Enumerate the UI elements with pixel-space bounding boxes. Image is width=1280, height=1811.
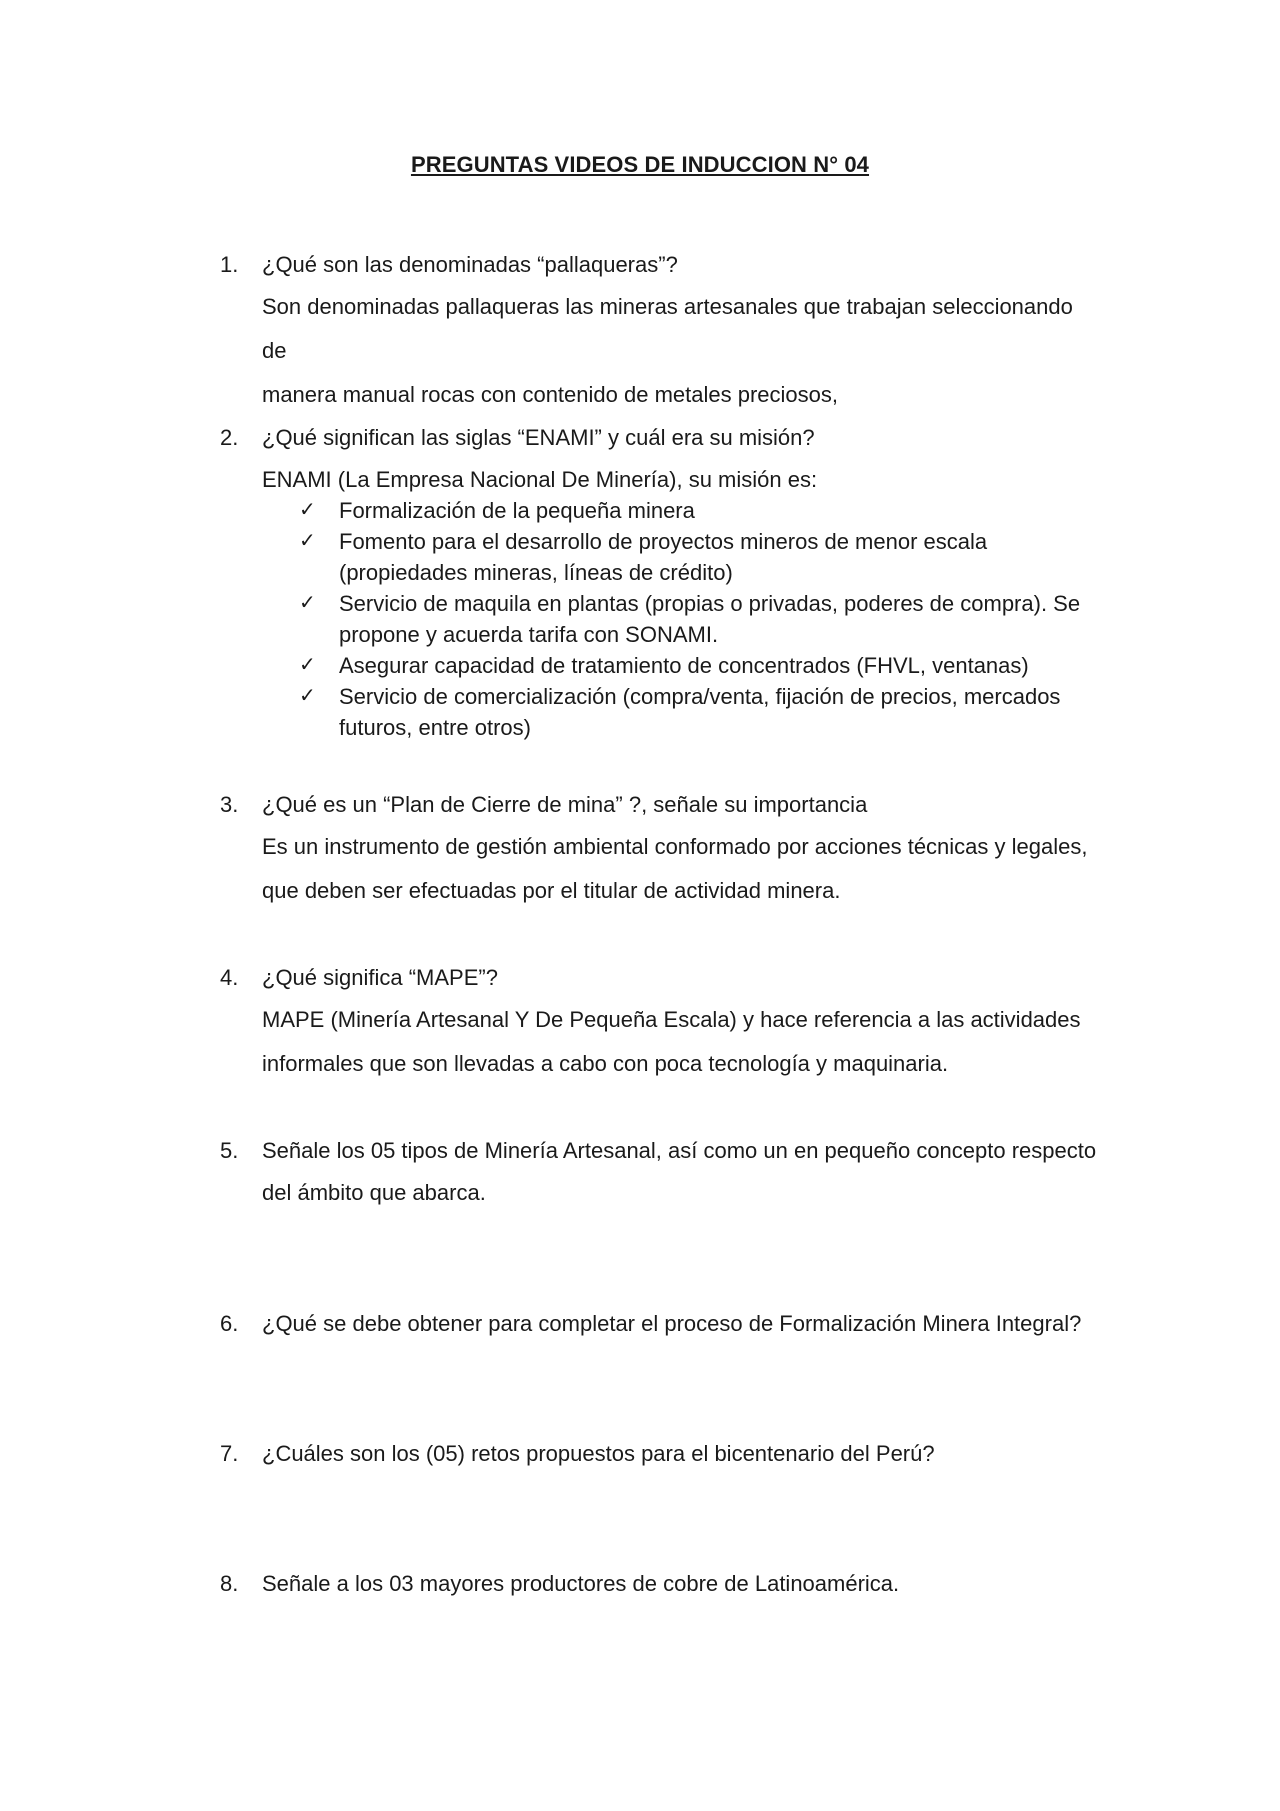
checklist-item: ✓ Formalización de la pequeña minera xyxy=(262,495,1102,526)
checklist-item: ✓ Servicio de maquila en plantas (propias o privadas, poderes de compra). Se propone y acuerda tarifa con SONAMI. xyxy=(262,588,1102,650)
checkmark-icon: ✓ xyxy=(299,592,316,614)
question-text: Señale los 05 tipos de Minería Artesanal, así como un en pequeño concepto respecto xyxy=(262,1138,1097,1163)
question-text: ¿Cuáles son los (05) retos propuestos para el bicentenario del Perú? xyxy=(262,1441,935,1466)
question-number: 6. xyxy=(220,1311,239,1336)
answer-2-checklist xyxy=(262,495,1102,743)
answer-3 xyxy=(262,825,1102,913)
answer-line: manera manual rocas con contenido de metales preciosos, xyxy=(262,382,838,407)
answer-line: Es un instrumento de gestión ambiental conformado por acciones técnicas y legales, xyxy=(262,834,1088,859)
checklist-item: ✓ Asegurar capacidad de tratamiento de concentrados (FHVL, ventanas) xyxy=(262,650,1102,681)
answer-line: que deben ser efectuadas por el titular de actividad minera. xyxy=(262,878,841,903)
question-text: ¿Qué es un “Plan de Cierre de mina” ?, señale su importancia xyxy=(262,792,868,817)
question-number: 2. xyxy=(220,425,239,450)
question-text: ¿Qué son las denominadas “pallaqueras”? xyxy=(262,252,678,277)
answer-1 xyxy=(262,285,1102,417)
question-5-continuation xyxy=(262,1171,1102,1215)
question-text: ¿Qué se debe obtener para completar el proceso de Formalización Minera Integral? xyxy=(262,1311,1082,1336)
checkmark-icon: ✓ xyxy=(299,530,316,552)
question-number: 4. xyxy=(220,965,239,990)
answer-2-intro: ENAMI (La Empresa Nacional De Minería), su misión es: xyxy=(262,467,818,492)
question-text: del ámbito que abarca. xyxy=(262,1180,486,1205)
question-number: 7. xyxy=(220,1441,239,1466)
document-title: PREGUNTAS VIDEOS DE INDUCCION N° 04 xyxy=(410,152,870,177)
answer-line: informales que son llevadas a cabo con poca tecnología y maquinaria. xyxy=(262,1051,949,1076)
checkmark-icon: ✓ xyxy=(299,685,316,707)
answer-line: MAPE (Minería Artesanal Y De Pequeña Escala) y hace referencia a las actividades xyxy=(262,1007,1081,1032)
question-number: 1. xyxy=(220,252,239,277)
answer-4 xyxy=(262,998,1102,1086)
question-number: 5. xyxy=(220,1138,239,1163)
question-number: 3. xyxy=(220,792,239,817)
question-number: 8. xyxy=(220,1571,239,1596)
answer-line: Son denominadas pallaqueras las mineras artesanales que trabajan seleccionando de xyxy=(262,294,1073,363)
checkmark-icon: ✓ xyxy=(299,499,316,521)
question-text: Señale a los 03 mayores productores de cobre de Latinoamérica. xyxy=(262,1571,900,1596)
checklist-item: ✓ Fomento para el desarrollo de proyectos mineros de menor escala (propiedades mineras, líneas de crédito) xyxy=(262,526,1102,588)
checkmark-icon: ✓ xyxy=(299,654,316,676)
question-text: ¿Qué significan las siglas “ENAMI” y cuál era su misión? xyxy=(262,425,815,450)
checklist-item: ✓ Servicio de comercialización (compra/venta, fijación de precios, mercados futuros, entre otros) xyxy=(262,681,1102,743)
question-text: ¿Qué significa “MAPE”? xyxy=(262,965,498,990)
